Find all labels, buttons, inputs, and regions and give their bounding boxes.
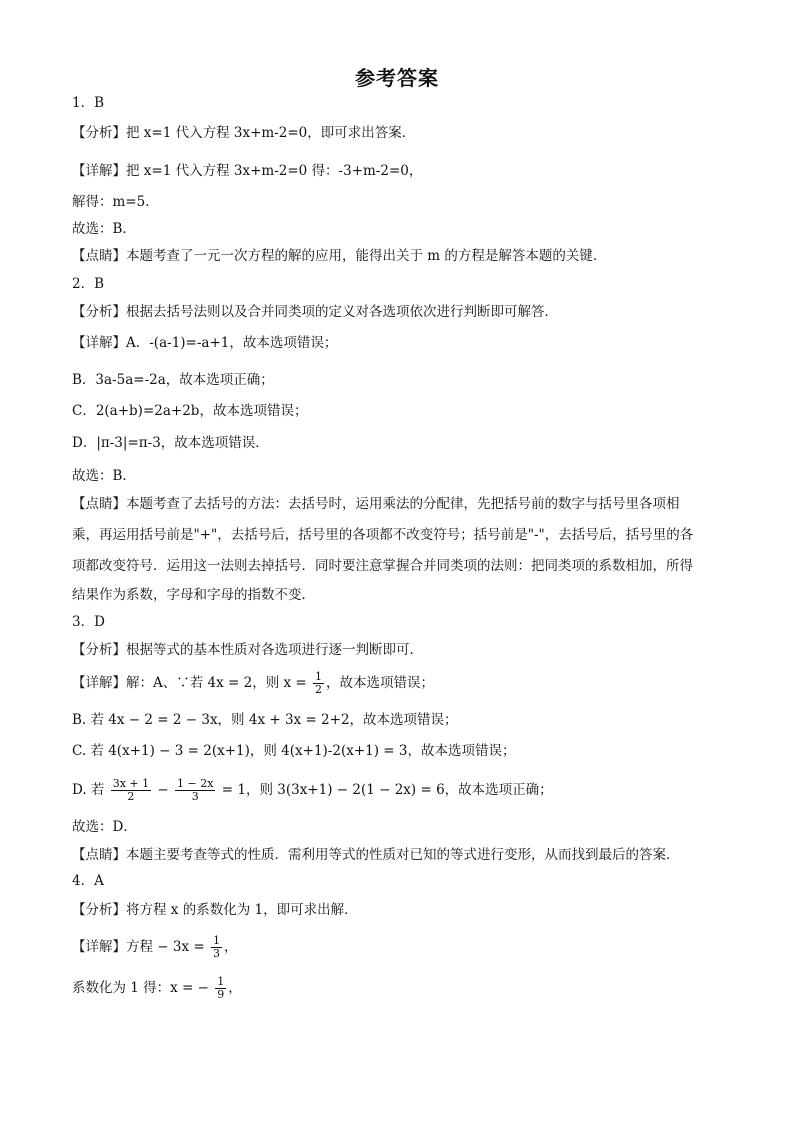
q2-comment-4: 结果作为系数，字母和字母的指数不变．: [72, 587, 315, 603]
q4-detail: [72, 935, 722, 960]
fraction: [175, 778, 215, 803]
q1-comment-text: 本题考查了一元一次方程的解的应用，能得出关于 m 的方程是解答本题的关键．: [126, 248, 607, 264]
q4-detail-pre: 方程 − 3x =: [126, 939, 209, 955]
fraction-numerator: 1: [315, 670, 323, 683]
q2-comment-3: 项都改变符号．运用这一法则去掉括号．同时要注意掌握合并同类项的法则：把同类项的系数相加，所得: [72, 558, 693, 574]
q2-comment-2: 乘，再运用括号前是"+"，去括号后，括号里的各项都不改变符号；括号前是"-"，去括号后，括号里的各: [72, 527, 694, 543]
q4-analysis-text: 将方程 x 的系数化为 1，即可求出解．: [126, 902, 358, 918]
fraction: [313, 671, 324, 696]
q4-coef-post: ，: [228, 980, 242, 996]
fraction-denominator: 3: [213, 947, 220, 960]
q1-detail: [72, 162, 722, 180]
q3-detail-a-post: ，故本选项错误；: [326, 675, 435, 691]
fraction-numerator: 1: [213, 934, 220, 947]
q4-detail-post: ，: [224, 939, 238, 955]
q4-coef-pre: 系数化为 1 得：x = −: [72, 980, 214, 996]
fraction: [211, 935, 222, 960]
q3-detail-d-post: = 1，则 3(3x+1) − 2(1 − 2x) = 6，故本选项正确；: [217, 782, 553, 798]
q1-number: 1．B: [72, 95, 105, 111]
fraction: [215, 976, 226, 1001]
q3-detail-a-pre: 解：A、∵若 4x = 2，则 x =: [126, 675, 312, 691]
q1-solve: 解得：m=5．: [72, 194, 159, 210]
comment-tag: 【点睛】: [72, 847, 126, 863]
analysis-tag: 【分析】: [72, 125, 126, 141]
q2-analysis-text: 根据去括号法则以及合并同类项的定义对各选项依次进行判断即可解答．: [126, 304, 558, 320]
q3-comment: [72, 846, 722, 864]
q3-choose: 故选：D．: [72, 819, 137, 835]
fraction-numerator: 3x + 1: [112, 777, 150, 790]
detail-tag: 【详解】: [72, 335, 126, 351]
detail-tag: 【详解】: [72, 939, 126, 955]
q2-detail-b: B．3a-5a=-2a，故本选项正确；: [72, 372, 274, 388]
q1-analysis-text: 把 x=1 代入方程 3x+m-2=0，即可求出答案．: [126, 125, 416, 141]
q4-coef: [72, 976, 722, 1001]
comment-tag: 【点睛】: [72, 248, 126, 264]
fraction: [111, 778, 151, 803]
comment-tag: 【点睛】: [72, 496, 126, 512]
q3-detail-d-pre: D. 若: [72, 782, 109, 798]
page-title: 参考答案: [355, 66, 439, 90]
q2-analysis: [72, 303, 722, 321]
q4-analysis: [72, 901, 722, 919]
q3-comment-text: 本题主要考查等式的性质．需利用等式的性质对已知的等式进行变形，从而找到最后的答案．: [126, 847, 680, 863]
q2-number: 2．B: [72, 276, 105, 292]
q2-choose: 故选：B．: [72, 468, 136, 484]
q2-comment-1: [72, 495, 722, 513]
q3-number: 3．D: [72, 614, 105, 630]
q2-detail-d: D．|π-3|=π-3，故本选项错误．: [72, 435, 269, 451]
q1-detail-text: 把 x=1 代入方程 3x+m-2=0 得：-3+m-2=0，: [126, 163, 423, 179]
q2-detail-a: [72, 334, 722, 352]
detail-tag: 【详解】: [72, 163, 126, 179]
analysis-tag: 【分析】: [72, 304, 126, 320]
q3-detail-a: [72, 671, 722, 696]
q1-comment: [72, 247, 722, 265]
q4-number: 4．A: [72, 873, 104, 889]
q2-detail-c: C．2(a+b)=2a+2b，故本选项错误；: [72, 403, 308, 419]
fraction-denominator: 3: [191, 790, 199, 803]
q3-analysis: [72, 641, 722, 659]
fraction-denominator: 2: [315, 683, 323, 696]
fraction-numerator: 1 − 2x: [177, 777, 214, 790]
analysis-tag: 【分析】: [72, 902, 126, 918]
fraction-numerator: 1: [217, 975, 225, 988]
q3-analysis-text: 根据等式的基本性质对各选项进行逐一判断即可．: [126, 642, 423, 658]
analysis-tag: 【分析】: [72, 642, 126, 658]
q3-detail-b: B. 若 4x − 2 = 2 − 3x，则 4x + 3x = 2+2，故本选项错误；: [72, 712, 458, 728]
detail-tag: 【详解】: [72, 675, 126, 691]
q3-detail-d: [72, 778, 722, 803]
fraction-denominator: 2: [127, 790, 135, 803]
q2-comment-text-1: 本题考查了去括号的方法：去括号时，运用乘法的分配律，先把括号前的数字与括号里各项相: [126, 496, 680, 512]
fraction-denominator: 9: [217, 988, 225, 1001]
q2-detail-a-text: A．-(a-1)=-a+1，故本选项错误；: [126, 335, 338, 351]
q1-choose: 故选：B．: [72, 221, 136, 237]
q3-detail-c: C. 若 4(x+1) − 3 = 2(x+1)，则 4(x+1)-2(x+1) = 3，故本选项错误；: [72, 743, 516, 759]
q1-analysis: [72, 124, 722, 142]
q3-detail-d-mid: −: [153, 782, 174, 798]
